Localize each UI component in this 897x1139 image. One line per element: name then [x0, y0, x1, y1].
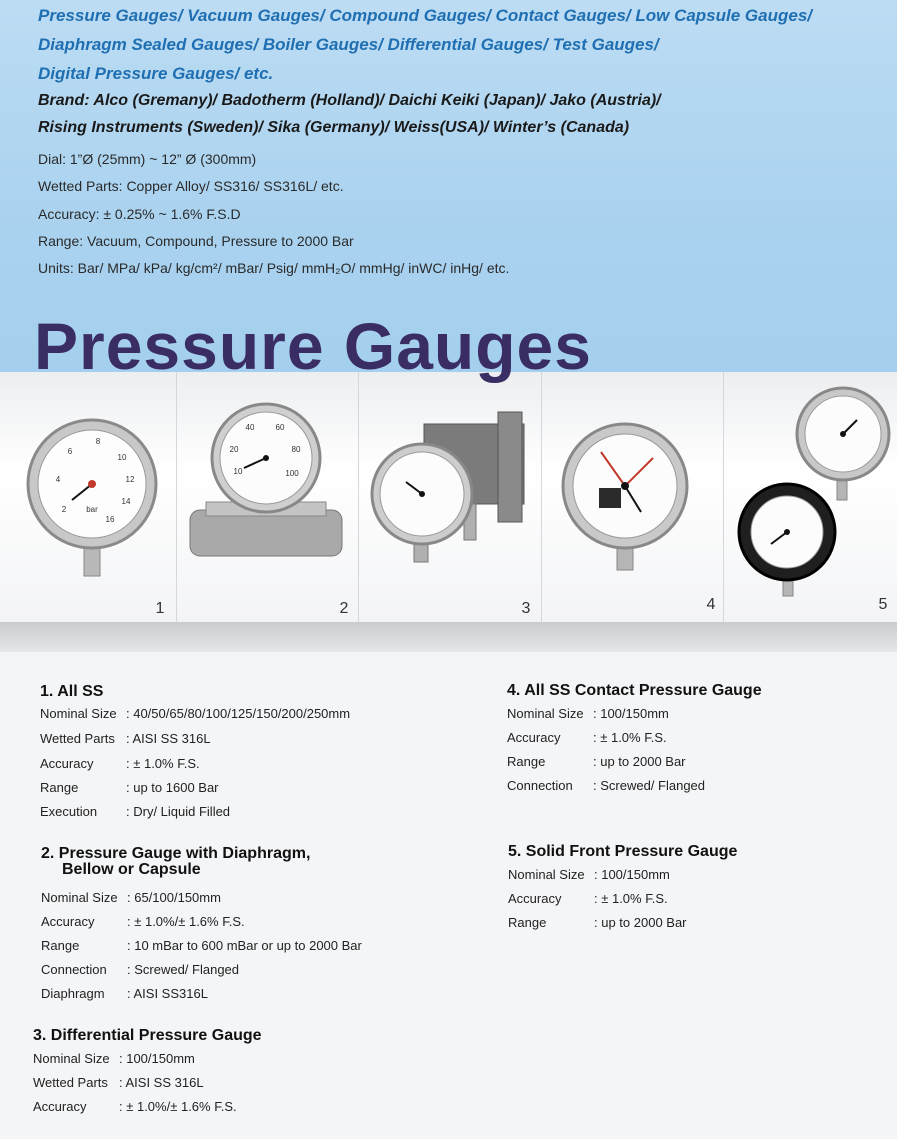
- row-value: : Screwed/ Flanged: [593, 778, 706, 793]
- row-label: Range: [41, 938, 80, 953]
- row-value: : 10 mBar to 600 mBar or up to 2000 Bar: [127, 938, 362, 953]
- spec-dial: Dial: 1”Ø (25mm) ~ 12” Ø (300mm): [38, 151, 257, 167]
- row-label: Wetted Parts: [40, 731, 115, 746]
- spec-range: Range: Vacuum, Compound, Pressure to 2000 Bar: [38, 233, 354, 249]
- g1-label-14: 14: [121, 497, 131, 506]
- row-label: Execution: [40, 804, 98, 819]
- row-value: : Screwed/ Flanged: [127, 962, 240, 977]
- row-label: Range: [40, 780, 79, 795]
- row-label: Accuracy: [508, 891, 562, 906]
- row-value: : 100/150mm: [593, 706, 669, 721]
- row-value: : 100/150mm: [119, 1051, 195, 1066]
- diaphragm-gauge-icon: [176, 372, 358, 622]
- row-label: Nominal Size: [41, 890, 118, 905]
- brand-line-2: Rising Instruments (Sweden)/ Sika (Germany)/ Weiss(USA)/ Winter’s (Canada): [38, 119, 630, 136]
- section-2-title-line-2: Bellow or Capsule: [62, 861, 201, 878]
- row-value: : up to 1600 Bar: [126, 780, 219, 795]
- row-value: : ± 1.0% F.S.: [126, 756, 200, 771]
- row-value: : ± 1.0% F.S.: [594, 891, 668, 906]
- photo-cell-2: [176, 372, 359, 622]
- row-value: : 40/50/65/80/100/125/150/200/250mm: [126, 706, 351, 721]
- g1-label-unit: bar: [86, 505, 98, 514]
- row-label: Accuracy: [33, 1099, 87, 1114]
- row-label: Accuracy: [40, 756, 94, 771]
- section-2-title-line-1: 2. Pressure Gauge with Diaphragm,: [41, 845, 311, 862]
- row-label: Nominal Size: [40, 706, 117, 721]
- row-value: : ± 1.0%/± 1.6% F.S.: [119, 1099, 237, 1114]
- brand-line-1: Brand: Alco (Gremany)/ Badotherm (Holland)/ Daichi Keiki (Japan)/ Jako (Austria)/: [38, 92, 661, 109]
- product-photo-strip: [0, 372, 897, 622]
- row-value: : ± 1.0%/± 1.6% F.S.: [127, 914, 245, 929]
- row-label: Nominal Size: [33, 1051, 110, 1066]
- row-value: : AISI SS 316L: [119, 1075, 204, 1090]
- g2-label-10: 10: [233, 467, 243, 476]
- section-1-title: 1. All SS: [40, 683, 104, 700]
- row-label: Accuracy: [41, 914, 95, 929]
- separator-band: [0, 622, 897, 652]
- row-value: : AISI SS316L: [127, 986, 208, 1001]
- row-label: Connection: [41, 962, 107, 977]
- row-value: : up to 2000 Bar: [593, 754, 686, 769]
- g2-label-40: 40: [245, 423, 255, 432]
- photo-cell-5: [723, 372, 897, 622]
- photo-number-2: 2: [339, 600, 349, 617]
- row-value: : ± 1.0% F.S.: [593, 730, 667, 745]
- row-label: Range: [508, 915, 547, 930]
- photo-number-5: 5: [878, 596, 888, 613]
- row-label: Diaphragm: [41, 986, 105, 1001]
- contact-gauge-icon: [541, 372, 723, 622]
- row-label: Connection: [507, 778, 573, 793]
- row-value: : up to 2000 Bar: [594, 915, 687, 930]
- g2-label-60: 60: [275, 423, 285, 432]
- photo-cell-3: [358, 372, 542, 622]
- spec-units: Units: Bar/ MPa/ kPa/ kg/cm²/ mBar/ Psig/ mmH₂O/ mmHg/ inWC/ inHg/ etc.: [38, 260, 510, 276]
- row-value: : Dry/ Liquid Filled: [126, 804, 231, 819]
- row-value: : AISI SS 316L: [126, 731, 211, 746]
- page-title: Pressure Gauges: [34, 309, 592, 383]
- row-value: : 100/150mm: [594, 867, 670, 882]
- row-label: Accuracy: [507, 730, 561, 745]
- spec-wetted-parts: Wetted Parts: Copper Alloy/ SS316/ SS316L/ etc.: [38, 178, 344, 194]
- category-line-1: Pressure Gauges/ Vacuum Gauges/ Compound Gauges/ Contact Gauges/ Low Capsule Gauges/: [38, 6, 812, 25]
- section-4-title: 4. All SS Contact Pressure Gauge: [507, 682, 762, 699]
- photo-number-4: 4: [706, 596, 716, 613]
- spec-accuracy: Accuracy: ± 0.25% ~ 1.6% F.S.D: [38, 206, 241, 222]
- section-5-title: 5. Solid Front Pressure Gauge: [508, 843, 738, 860]
- category-line-3: Digital Pressure Gauges/ etc.: [38, 64, 274, 83]
- photo-cell-4: [541, 372, 724, 622]
- g1-label-6: 6: [67, 447, 73, 456]
- category-line-2: Diaphragm Sealed Gauges/ Boiler Gauges/ Differential Gauges/ Test Gauges/: [38, 35, 659, 54]
- g1-label-16: 16: [105, 515, 115, 524]
- row-value: : 65/100/150mm: [127, 890, 221, 905]
- photo-number-1: 1: [155, 600, 165, 617]
- row-label: Range: [507, 754, 546, 769]
- g2-label-20: 20: [229, 445, 239, 454]
- g1-label-12: 12: [125, 475, 135, 484]
- row-label: Nominal Size: [507, 706, 584, 721]
- photo-cell-1: [0, 372, 177, 622]
- g1-label-8: 8: [95, 437, 101, 446]
- photo-number-3: 3: [521, 600, 531, 617]
- row-label: Nominal Size: [508, 867, 585, 882]
- g2-label-80: 80: [291, 445, 301, 454]
- g1-label-2: 2: [61, 505, 67, 514]
- differential-gauge-icon: [358, 372, 541, 622]
- solid-front-gauge-icon: [723, 372, 897, 622]
- section-3-title: 3. Differential Pressure Gauge: [33, 1027, 262, 1044]
- ss-gauge-icon: [0, 372, 176, 622]
- g1-label-4: 4: [55, 475, 61, 484]
- row-label: Wetted Parts: [33, 1075, 108, 1090]
- g1-label-10: 10: [117, 453, 127, 462]
- g2-label-100: 100: [285, 469, 299, 478]
